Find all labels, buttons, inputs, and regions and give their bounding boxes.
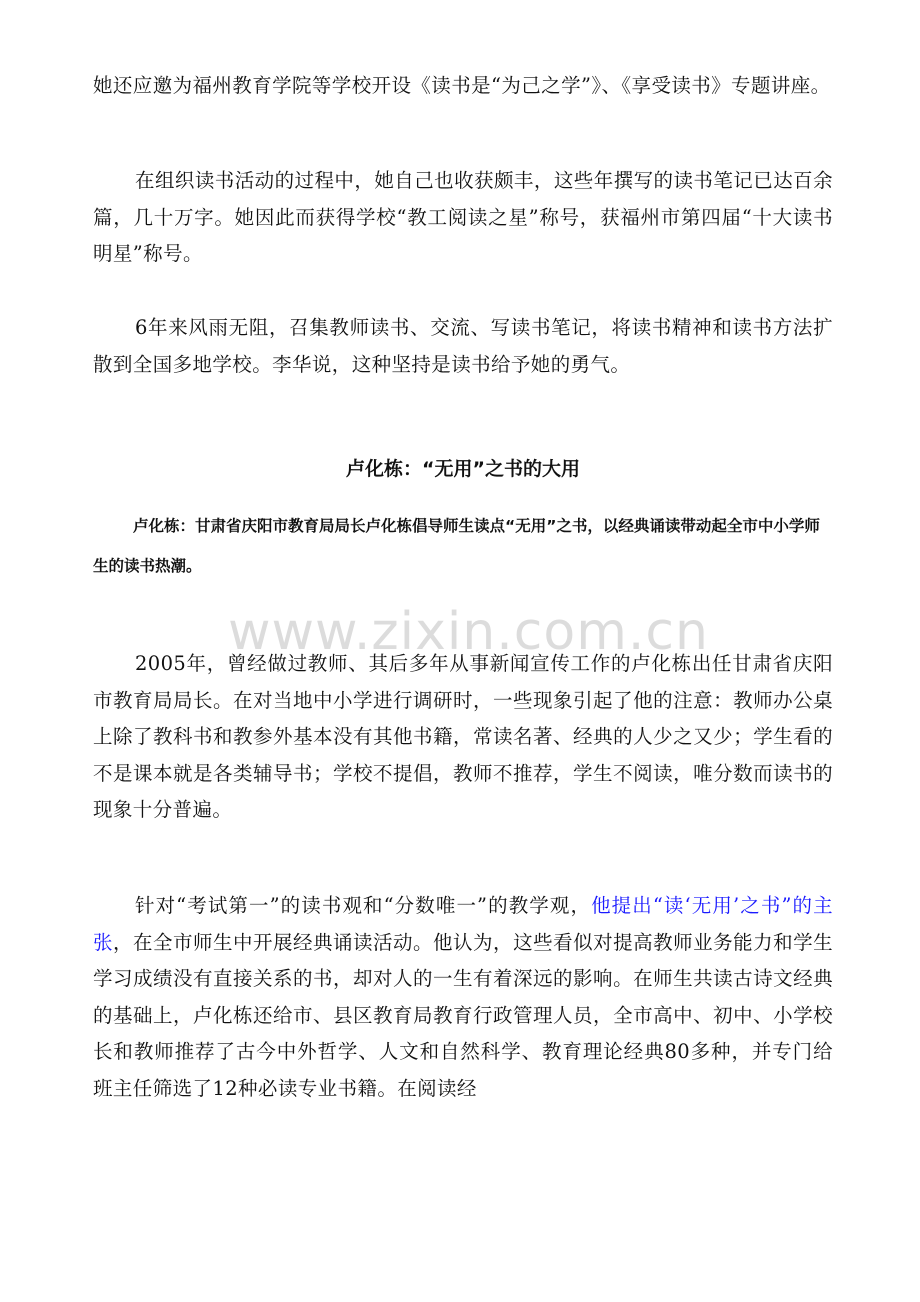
paragraph-2005: 2005年，曾经做过教师、其后多年从事新闻宣传工作的卢化栋出任甘肃省庆阳市教育局局长。在对当地中小学进行调研时，一些现象引起了他的注意：教师办公桌上除了教科书和教参外基本没有其他书籍，常读名著、经典的人少之又少；学生看的不是课本就是各类辅导书；学校不提倡，教师不推荐，学生不阅读，唯分数而读书的现象十分普遍。 <box>93 652 833 821</box>
paragraph-lecture-invitation: 她还应邀为福州教育学院等学校开设《读书是“为己之学”》、《享受读书》专题讲座。 <box>93 74 831 97</box>
paragraph-text-rest: ，在全市师生中开展经典诵读活动。他认为，这些看似对提高教师业务能力和学生学习成绩没有直接关系的书，却对人的一生有着深远的影响。在师生共读古诗文经典的基础上，卢化栋还给市、县区教育局教育行政管理人员，全市高中、初中、小学校长和教师推荐了古今中外哲学、人文和自然科学、教育理论经典80多种，并专门给班主任筛选了12种必读专业书籍。在阅读经 <box>93 930 834 1100</box>
highlight-link[interactable]: 他提出“读‘无用’之书”的主张 <box>93 894 834 954</box>
section-lead: 卢化栋：甘肃省庆阳市教育局局长卢化栋倡导师生读点“无用”之书，以经典诵读带动起全市中小学师生的读书热潮。 <box>93 517 820 575</box>
section-heading: 卢化栋：“无用”之书的大用 <box>346 458 580 480</box>
paragraph-six-years: 6年来风雨无阻，召集教师读书、交流、写读书笔记，将读书精神和读书方法扩散到全国多地学校。李华说，这种坚持是读书给予她的勇气。 <box>93 316 833 376</box>
paragraph-text-start: 针对“考试第一”的读书观和“分数唯一”的教学观， <box>135 894 592 917</box>
watermark: www.zixin.com.cn <box>228 602 709 662</box>
paragraph-useless-books <box>93 888 833 1107</box>
paragraph-reading-notes: 在组织读书活动的过程中，她自己也收获颇丰，这些年撰写的读书笔记已达百余篇，几十万字。她因此而获得学校“教工阅读之星”称号，获福州市第四届“十大读书明星”称号。 <box>93 169 833 265</box>
